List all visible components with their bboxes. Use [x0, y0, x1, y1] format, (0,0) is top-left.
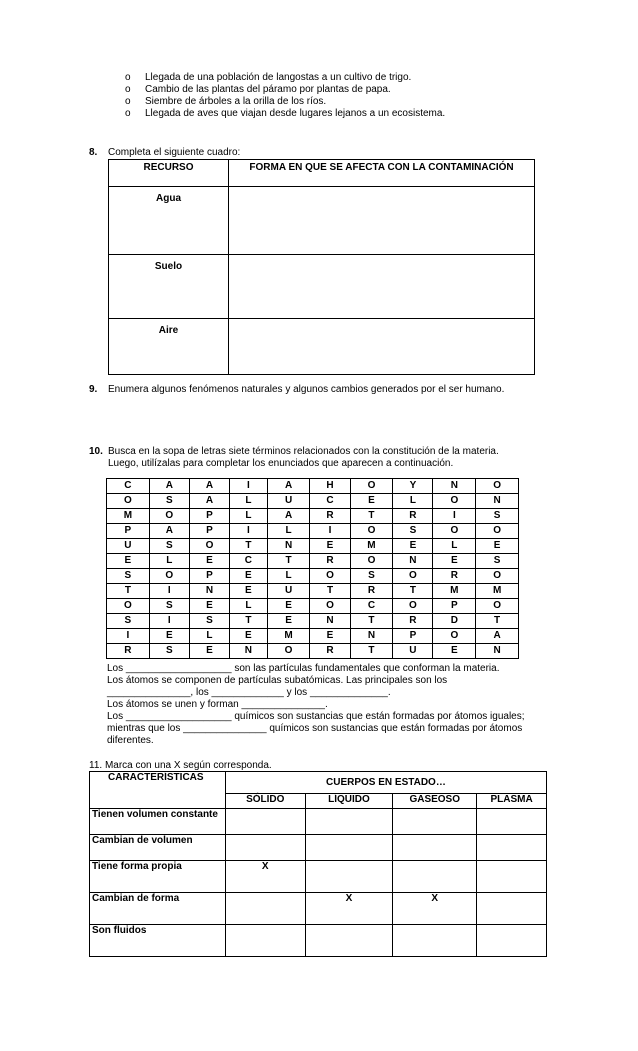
grid-letter[interactable]: O — [149, 569, 189, 584]
grid-letter[interactable]: A — [476, 629, 519, 644]
grid-letter[interactable]: O — [476, 569, 519, 584]
grid-letter[interactable]: E — [433, 554, 476, 569]
grid-letter[interactable]: R — [433, 569, 476, 584]
question-text: Completa el siguiente cuadro: — [108, 147, 241, 158]
mark-cell[interactable] — [477, 861, 547, 893]
grid-letter[interactable]: S — [476, 554, 519, 569]
grid-letter[interactable]: M — [350, 539, 393, 554]
question-8 — [89, 147, 241, 159]
grid-letter[interactable]: N — [476, 494, 519, 509]
grid-letter[interactable]: N — [310, 614, 350, 629]
grid-letter[interactable]: M — [267, 629, 310, 644]
grid-letter[interactable]: T — [350, 614, 393, 629]
grid-letter[interactable]: I — [149, 614, 189, 629]
grid-letter[interactable]: S — [107, 569, 150, 584]
statement-line: Los ___________________ químicos son sustancias que están formadas por átomos iguales; — [107, 711, 525, 722]
grid-letter[interactable]: E — [393, 539, 433, 554]
grid-letter[interactable]: E — [350, 494, 393, 509]
row-label: Cambian de forma — [90, 893, 226, 925]
mark-cell[interactable] — [477, 835, 547, 861]
question-text: Enumera algunos fenómenos naturales y algunos cambios generados por el ser humano. — [108, 384, 505, 395]
header-states-group: CUERPOS EN ESTADO… — [225, 772, 546, 794]
mark-cell[interactable] — [225, 835, 305, 861]
answer-cell[interactable] — [229, 255, 535, 319]
grid-letter[interactable]: E — [433, 644, 476, 659]
grid-letter[interactable]: R — [350, 584, 393, 599]
grid-letter[interactable]: A — [149, 479, 189, 494]
header-resource: RECURSO — [109, 160, 229, 187]
grid-letter[interactable]: T — [267, 554, 310, 569]
mark-cell[interactable]: X — [393, 893, 477, 925]
mark-cell[interactable] — [225, 925, 305, 957]
grid-letter[interactable]: Y — [393, 479, 433, 494]
grid-letter[interactable]: L — [149, 554, 189, 569]
grid-letter[interactable]: O — [267, 644, 310, 659]
mark-cell[interactable] — [225, 893, 305, 925]
list-item: o Llegada de aves que viajan desde lugares lejanos a un ecosistema. — [125, 108, 446, 119]
grid-letter[interactable]: S — [189, 614, 229, 629]
grid-letter[interactable]: C — [350, 599, 393, 614]
row-label: Son fluidos — [90, 925, 226, 957]
grid-letter[interactable]: E — [149, 629, 189, 644]
grid-letter[interactable]: S — [476, 509, 519, 524]
question-number: 9. — [89, 384, 98, 395]
mark-cell[interactable] — [393, 809, 477, 835]
grid-row — [107, 599, 519, 614]
bullet-marker: o — [125, 84, 131, 95]
table-row — [109, 319, 535, 375]
word-search-grid — [106, 478, 519, 659]
grid-row — [107, 644, 519, 659]
grid-letter[interactable]: S — [149, 644, 189, 659]
grid-row — [107, 614, 519, 629]
list-item: o Llegada de una población de langostas a un cultivo de trigo. — [125, 72, 412, 83]
grid-letter[interactable]: L — [267, 569, 310, 584]
grid-letter[interactable]: O — [433, 494, 476, 509]
row-label: Cambian de volumen — [90, 835, 226, 861]
resource-table — [108, 159, 535, 375]
grid-letter[interactable]: C — [230, 554, 268, 569]
grid-letter[interactable]: L — [189, 629, 229, 644]
grid-letter[interactable]: P — [189, 569, 229, 584]
grid-letter[interactable]: E — [230, 629, 268, 644]
header-characteristics: CARACTERÍSTICAS — [90, 772, 226, 809]
grid-letter[interactable]: L — [267, 524, 310, 539]
grid-letter[interactable]: U — [267, 584, 310, 599]
grid-letter[interactable]: I — [230, 524, 268, 539]
grid-letter[interactable]: H — [310, 479, 350, 494]
table-row — [90, 809, 547, 835]
grid-letter[interactable]: O — [107, 494, 150, 509]
grid-letter[interactable]: I — [149, 584, 189, 599]
grid-letter[interactable]: S — [149, 599, 189, 614]
option-list — [125, 72, 445, 120]
grid-letter[interactable]: A — [189, 479, 229, 494]
grid-letter[interactable]: E — [189, 599, 229, 614]
bullet-marker: o — [125, 96, 131, 107]
grid-row — [107, 629, 519, 644]
grid-letter[interactable]: O — [393, 599, 433, 614]
header-solid: SÓLIDO — [225, 794, 305, 809]
grid-letter[interactable]: S — [350, 569, 393, 584]
table-row — [90, 893, 547, 925]
grid-letter[interactable]: P — [393, 629, 433, 644]
question-text-line: Luego, utilízalas para completar los enunciados que aparecen a continuación. — [108, 458, 454, 469]
grid-letter[interactable]: A — [149, 524, 189, 539]
grid-letter[interactable]: E — [310, 629, 350, 644]
grid-letter[interactable]: N — [230, 644, 268, 659]
answer-cell[interactable] — [229, 187, 535, 255]
grid-letter[interactable]: O — [350, 479, 393, 494]
grid-row — [107, 539, 519, 554]
mark-cell[interactable] — [393, 925, 477, 957]
grid-letter[interactable]: O — [350, 554, 393, 569]
grid-row — [107, 494, 519, 509]
header-plasma: PLASMA — [477, 794, 547, 809]
grid-row — [107, 569, 519, 584]
grid-letter[interactable]: T — [230, 539, 268, 554]
grid-letter[interactable]: E — [189, 644, 229, 659]
grid-letter[interactable]: L — [230, 494, 268, 509]
mark-cell[interactable] — [225, 809, 305, 835]
mark-cell[interactable]: X — [225, 861, 305, 893]
grid-letter[interactable]: P — [189, 509, 229, 524]
bullet-marker: o — [125, 108, 131, 119]
statement-line: Los átomos se unen y forman _______________. — [107, 699, 328, 710]
grid-letter[interactable]: N — [189, 584, 229, 599]
mark-cell[interactable] — [305, 925, 393, 957]
grid-letter[interactable]: O — [433, 629, 476, 644]
grid-letter[interactable]: N — [476, 644, 519, 659]
grid-letter[interactable]: U — [267, 494, 310, 509]
answer-cell[interactable] — [229, 319, 535, 375]
fill-in-statements — [107, 663, 525, 747]
grid-letter[interactable]: T — [230, 614, 268, 629]
mark-cell[interactable] — [305, 835, 393, 861]
grid-letter[interactable]: O — [149, 509, 189, 524]
grid-letter[interactable]: E — [107, 554, 150, 569]
grid-letter[interactable]: I — [433, 509, 476, 524]
grid-letter[interactable]: S — [149, 539, 189, 554]
grid-letter[interactable]: E — [476, 539, 519, 554]
grid-letter[interactable]: C — [310, 494, 350, 509]
grid-letter[interactable]: O — [107, 599, 150, 614]
grid-letter[interactable]: O — [189, 539, 229, 554]
grid-letter[interactable]: O — [433, 524, 476, 539]
grid-letter[interactable]: T — [310, 584, 350, 599]
grid-letter[interactable]: U — [107, 539, 150, 554]
list-item: o Cambio de las plantas del páramo por plantas de papa. — [125, 84, 391, 95]
grid-row — [107, 584, 519, 599]
mark-cell[interactable] — [305, 861, 393, 893]
question-11: 11. Marca con una X según corresponda. — [89, 760, 272, 771]
mark-cell[interactable]: X — [305, 893, 393, 925]
grid-letter[interactable]: M — [433, 584, 476, 599]
mark-cell[interactable] — [477, 925, 547, 957]
grid-letter[interactable]: E — [230, 584, 268, 599]
mark-cell[interactable] — [305, 809, 393, 835]
table-row — [109, 187, 535, 255]
list-item: o Siembre de árboles a la orilla de los ríos. — [125, 96, 327, 107]
grid-row — [107, 524, 519, 539]
grid-letter[interactable]: N — [350, 629, 393, 644]
question-number: 8. — [89, 147, 98, 158]
grid-letter[interactable]: R — [393, 509, 433, 524]
grid-letter[interactable]: N — [433, 479, 476, 494]
grid-letter[interactable]: O — [476, 524, 519, 539]
grid-letter[interactable]: D — [433, 614, 476, 629]
grid-letter[interactable]: L — [433, 539, 476, 554]
grid-letter[interactable]: N — [393, 554, 433, 569]
grid-letter[interactable]: M — [476, 584, 519, 599]
grid-letter[interactable]: I — [107, 629, 150, 644]
grid-letter[interactable]: E — [189, 554, 229, 569]
question-10 — [89, 446, 499, 458]
grid-letter[interactable]: O — [476, 599, 519, 614]
grid-letter[interactable]: A — [189, 494, 229, 509]
grid-letter[interactable]: S — [107, 614, 150, 629]
grid-letter[interactable]: A — [267, 509, 310, 524]
grid-letter[interactable]: N — [267, 539, 310, 554]
header-liquid: LÍQUIDO — [305, 794, 393, 809]
grid-letter[interactable]: E — [230, 569, 268, 584]
grid-row — [107, 509, 519, 524]
resource-label: Aire — [109, 319, 229, 375]
grid-letter[interactable]: O — [310, 599, 350, 614]
mark-cell[interactable] — [393, 861, 477, 893]
grid-letter[interactable]: T — [476, 614, 519, 629]
grid-letter[interactable]: I — [310, 524, 350, 539]
grid-letter[interactable]: O — [476, 479, 519, 494]
grid-letter[interactable]: P — [107, 524, 150, 539]
table-row — [90, 835, 547, 861]
question-9 — [89, 384, 505, 396]
statement-line: Los átomos se componen de partículas subatómicas. Las principales son los — [107, 675, 448, 686]
grid-letter[interactable]: R — [107, 644, 150, 659]
grid-letter[interactable]: L — [230, 599, 268, 614]
grid-row — [107, 479, 519, 494]
statement-line: diferentes. — [107, 735, 154, 746]
grid-row — [107, 554, 519, 569]
grid-letter[interactable]: M — [107, 509, 150, 524]
table-row — [90, 861, 547, 893]
grid-letter[interactable]: T — [107, 584, 150, 599]
grid-letter[interactable]: P — [433, 599, 476, 614]
grid-letter[interactable]: U — [393, 644, 433, 659]
grid-letter[interactable]: L — [393, 494, 433, 509]
table-row — [90, 925, 547, 957]
grid-letter[interactable]: R — [310, 509, 350, 524]
grid-letter[interactable]: T — [350, 509, 393, 524]
statement-line: mientras que los _______________ químicos son sustancias que están formadas por átomos — [107, 723, 523, 734]
grid-letter[interactable]: E — [310, 539, 350, 554]
header-pollution-effect: FORMA EN QUE SE AFECTA CON LA CONTAMINACIÓN — [229, 160, 535, 187]
grid-letter[interactable]: L — [230, 509, 268, 524]
question-text-line: Busca en la sopa de letras siete términos relacionados con la constitución de la materia. — [108, 446, 499, 457]
grid-letter[interactable]: P — [189, 524, 229, 539]
grid-letter[interactable]: O — [310, 569, 350, 584]
grid-letter[interactable]: R — [310, 644, 350, 659]
resource-label: Suelo — [109, 255, 229, 319]
grid-letter[interactable]: T — [393, 584, 433, 599]
mark-cell[interactable] — [393, 835, 477, 861]
mark-cell[interactable] — [477, 809, 547, 835]
header-gas: GASEOSO — [393, 794, 477, 809]
grid-letter[interactable]: I — [230, 479, 268, 494]
table-row — [109, 255, 535, 319]
grid-letter[interactable]: O — [350, 524, 393, 539]
row-label: Tienen volumen constante — [90, 809, 226, 835]
grid-letter[interactable]: A — [267, 479, 310, 494]
grid-letter[interactable]: C — [107, 479, 150, 494]
states-table — [89, 771, 547, 957]
grid-letter[interactable]: S — [149, 494, 189, 509]
resource-label: Agua — [109, 187, 229, 255]
statement-line: Los ___________________ son las partículas fundamentales que conforman la materia. — [107, 663, 500, 674]
grid-letter[interactable]: E — [267, 599, 310, 614]
row-label: Tiene forma propia — [90, 861, 226, 893]
grid-letter[interactable]: T — [350, 644, 393, 659]
grid-letter[interactable]: E — [267, 614, 310, 629]
question-number: 10. — [89, 446, 103, 457]
statement-line: _______________, los _____________ y los ______________. — [107, 687, 391, 698]
grid-letter[interactable]: R — [393, 614, 433, 629]
mark-cell[interactable] — [477, 893, 547, 925]
grid-letter[interactable]: S — [393, 524, 433, 539]
grid-letter[interactable]: O — [393, 569, 433, 584]
bullet-marker: o — [125, 72, 131, 83]
grid-letter[interactable]: R — [310, 554, 350, 569]
